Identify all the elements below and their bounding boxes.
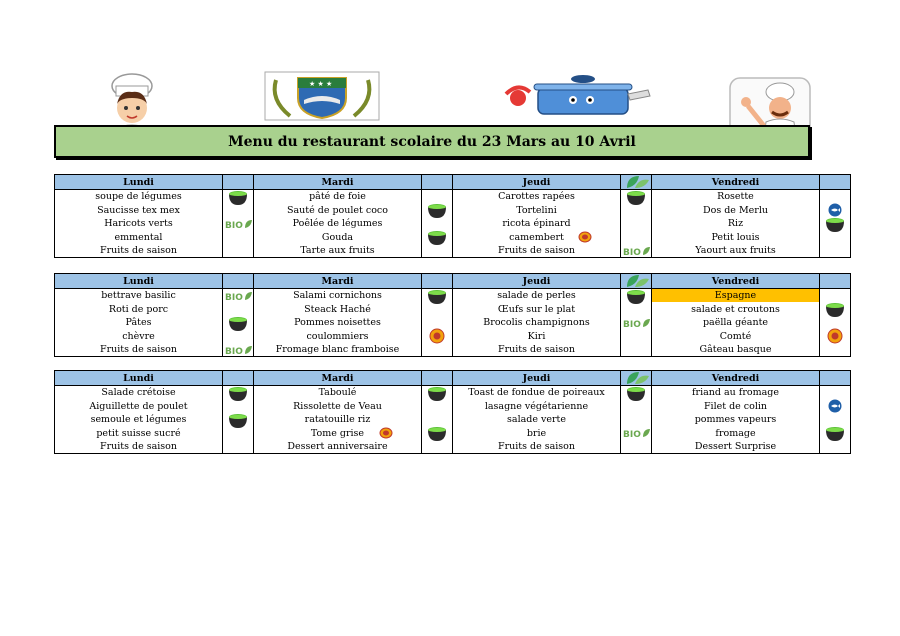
- meal-cell: Fruits de saison: [453, 343, 621, 357]
- meal-cell: ratatouille riz: [254, 413, 422, 427]
- meal-cell: Rosette: [652, 190, 820, 204]
- label-icon: [429, 328, 445, 344]
- icon-cell: [223, 244, 254, 258]
- icon-cell: [422, 427, 453, 441]
- week-1-table: [54, 174, 851, 258]
- meal-cell: coulommiers: [254, 330, 422, 344]
- meal-cell: Tarte aux fruits: [254, 244, 422, 258]
- icon-col-header: [820, 175, 851, 190]
- table-row: [55, 413, 851, 427]
- icon-cell: [621, 203, 652, 217]
- meal-cell: Carottes rapées: [453, 190, 621, 204]
- table-row: [55, 217, 851, 231]
- table-row: [55, 343, 851, 357]
- bio-icon: [223, 218, 253, 230]
- pot-icon: [498, 72, 660, 118]
- meal-cell: Steack Haché: [254, 302, 422, 316]
- day-header-jeudi: Jeudi: [453, 274, 621, 289]
- day-header-mardi: Mardi: [254, 371, 422, 386]
- icon-cell: [621, 302, 652, 316]
- meal-cell: ricota épinard: [453, 217, 621, 231]
- icon-cell: [422, 289, 453, 303]
- icon-cell: [820, 302, 851, 316]
- meal-cell: Yaourt aux fruits: [652, 244, 820, 258]
- icon-cell: [820, 440, 851, 454]
- meal-cell: bettrave basilic: [55, 289, 223, 303]
- icon-cell: [422, 302, 453, 316]
- svg-text:BIO: BIO: [225, 292, 243, 302]
- icon-cell: [223, 231, 254, 245]
- label-icon: [578, 231, 592, 243]
- meal-cell: Comté: [652, 330, 820, 344]
- meal-cell: Pâtes: [55, 316, 223, 330]
- week-3-table: [54, 370, 851, 454]
- icon-cell: [422, 343, 453, 357]
- icon-cell: [820, 330, 851, 344]
- meal-cell: Poêlée de légumes: [254, 217, 422, 231]
- svg-text:BIO: BIO: [225, 220, 243, 230]
- meal-cell: Salami cornichons: [254, 289, 422, 303]
- meal-cell: lasagne végétarienne: [453, 399, 621, 413]
- svg-text:BIO: BIO: [623, 247, 641, 257]
- meal-cell: Filet de colin: [652, 399, 820, 413]
- icon-cell: [621, 231, 652, 245]
- week-2-table: [54, 273, 851, 357]
- meal-cell: chèvre: [55, 330, 223, 344]
- meal-cell: Roti de porc: [55, 302, 223, 316]
- bio-icon: [621, 245, 651, 257]
- svg-text:BIO: BIO: [623, 430, 641, 440]
- icon-cell: [223, 413, 254, 427]
- meal-cell: brie: [453, 427, 621, 441]
- icon-cell: [223, 427, 254, 441]
- day-header-lundi: Lundi: [55, 274, 223, 289]
- meal-cell: pâté de foie: [254, 190, 422, 204]
- title-bar: [54, 125, 810, 158]
- icon-cell: [621, 386, 652, 400]
- meal-cell: soupe de légumes: [55, 190, 223, 204]
- day-header-vendredi: Vendredi: [652, 274, 820, 289]
- day-header-mardi: Mardi: [254, 175, 422, 190]
- table-row: [55, 440, 851, 454]
- meal-cell: Taboulé: [254, 386, 422, 400]
- icon-cell: [223, 330, 254, 344]
- table-row: [55, 330, 851, 344]
- meal-cell: Haricots verts: [55, 217, 223, 231]
- table-row: [55, 316, 851, 330]
- icon-cell: [820, 231, 851, 245]
- icon-cell: [223, 343, 254, 357]
- meal-cell: friand au fromage: [652, 386, 820, 400]
- bio-icon: [621, 427, 651, 439]
- icon-cell: [820, 427, 851, 441]
- icon-cell: [223, 203, 254, 217]
- table-row: [55, 190, 851, 204]
- icon-cell: [223, 217, 254, 231]
- icon-col-header: [223, 274, 254, 289]
- meal-cell: Gâteau basque: [652, 343, 820, 357]
- icon-cell: [820, 217, 851, 231]
- label-icon: [379, 427, 393, 439]
- svg-text:BIO: BIO: [225, 346, 243, 356]
- day-header-jeudi: Jeudi: [453, 175, 621, 190]
- meal-cell: Sauté de poulet coco: [254, 203, 422, 217]
- label-icon: [827, 328, 843, 344]
- icon-cell: [621, 244, 652, 258]
- icon-cell: [422, 244, 453, 258]
- meal-cell: salade verte: [453, 413, 621, 427]
- icon-cell: [820, 343, 851, 357]
- meal-cell: Pommes noisettes: [254, 316, 422, 330]
- icon-col-header: [422, 175, 453, 190]
- table-row: [55, 386, 851, 400]
- icon-cell: [621, 343, 652, 357]
- day-header-vendredi: Vendredi: [652, 371, 820, 386]
- icon-cell: [621, 399, 652, 413]
- meal-cell: Toast de fondue de poireaux: [453, 386, 621, 400]
- meal-cell: Petit louis: [652, 231, 820, 245]
- meal-cell: Dessert anniversaire: [254, 440, 422, 454]
- day-header-vendredi: Vendredi: [652, 175, 820, 190]
- meal-cell: Saucisse tex mex: [55, 203, 223, 217]
- meal-cell: paëlla géante: [652, 316, 820, 330]
- day-header-lundi: Lundi: [55, 371, 223, 386]
- meal-cell: salade et croutons: [652, 302, 820, 316]
- icon-cell: [223, 190, 254, 204]
- icon-col-header: [820, 274, 851, 289]
- icon-cell: [223, 440, 254, 454]
- svg-text:BIO: BIO: [623, 319, 641, 329]
- meal-cell: semoule et légumes: [55, 413, 223, 427]
- icon-cell: [223, 289, 254, 303]
- meal-cell: Tome grise: [254, 427, 422, 441]
- icon-cell: [621, 330, 652, 344]
- table-row: [55, 427, 851, 441]
- page-title: Menu du restaurant scolaire du 23 Mars au 10 Avril: [228, 133, 636, 150]
- icon-cell: [621, 316, 652, 330]
- meal-cell: Riz: [652, 217, 820, 231]
- icon-cell: [223, 316, 254, 330]
- day-header-jeudi: Jeudi: [453, 371, 621, 386]
- day-header-lundi: Lundi: [55, 175, 223, 190]
- meal-cell: Dessert Surprise: [652, 440, 820, 454]
- meal-cell: emmental: [55, 231, 223, 245]
- meal-cell: Gouda: [254, 231, 422, 245]
- table-row: [55, 203, 851, 217]
- meal-cell: petit suisse sucré: [55, 427, 223, 441]
- icon-cell: [820, 244, 851, 258]
- meal-cell: camembert: [453, 231, 621, 245]
- meal-cell: fromage: [652, 427, 820, 441]
- meal-cell-highlight: Espagne: [652, 289, 820, 303]
- icon-cell: [621, 440, 652, 454]
- meal-cell: Fruits de saison: [453, 244, 621, 258]
- day-header-mardi: Mardi: [254, 274, 422, 289]
- icon-cell: [621, 427, 652, 441]
- meal-cell: pommes vapeurs: [652, 413, 820, 427]
- icon-cell: [422, 399, 453, 413]
- meal-cell: Fromage blanc framboise: [254, 343, 422, 357]
- meal-cell: salade de perles: [453, 289, 621, 303]
- bio-icon: [223, 290, 253, 302]
- meal-cell: Kiri: [453, 330, 621, 344]
- table-row: [55, 399, 851, 413]
- icon-cell: [621, 289, 652, 303]
- svg-text:★ ★ ★: ★ ★ ★: [309, 80, 333, 88]
- table-row: [55, 289, 851, 303]
- icon-cell: [621, 413, 652, 427]
- bio-icon: [223, 344, 253, 356]
- crest-icon: [262, 70, 382, 122]
- meal-cell: Salade crétoise: [55, 386, 223, 400]
- meal-cell: Fruits de saison: [453, 440, 621, 454]
- meal-cell: Fruits de saison: [55, 244, 223, 258]
- bio-icon: [621, 317, 651, 329]
- meal-cell: Rissolette de Veau: [254, 399, 422, 413]
- icon-cell: [621, 217, 652, 231]
- icon-cell: [422, 231, 453, 245]
- table-row: [55, 244, 851, 258]
- meal-cell: Brocolis champignons: [453, 316, 621, 330]
- meal-cell: Fruits de saison: [55, 440, 223, 454]
- meal-cell: Aiguillette de poulet: [55, 399, 223, 413]
- icon-cell: [422, 386, 453, 400]
- icon-cell: [422, 330, 453, 344]
- icon-col-header: [820, 371, 851, 386]
- icon-cell: [422, 440, 453, 454]
- meal-cell: Tortelini: [453, 203, 621, 217]
- icon-cell: [422, 203, 453, 217]
- meal-cell: Dos de Merlu: [652, 203, 820, 217]
- meal-cell: Œufs sur le plat: [453, 302, 621, 316]
- meal-cell: Fruits de saison: [55, 343, 223, 357]
- table-row: [55, 231, 851, 245]
- table-row: [55, 302, 851, 316]
- icon-cell: [223, 386, 254, 400]
- fish-label-icon: [827, 398, 843, 414]
- icon-cell: [820, 399, 851, 413]
- icon-cell: [621, 190, 652, 204]
